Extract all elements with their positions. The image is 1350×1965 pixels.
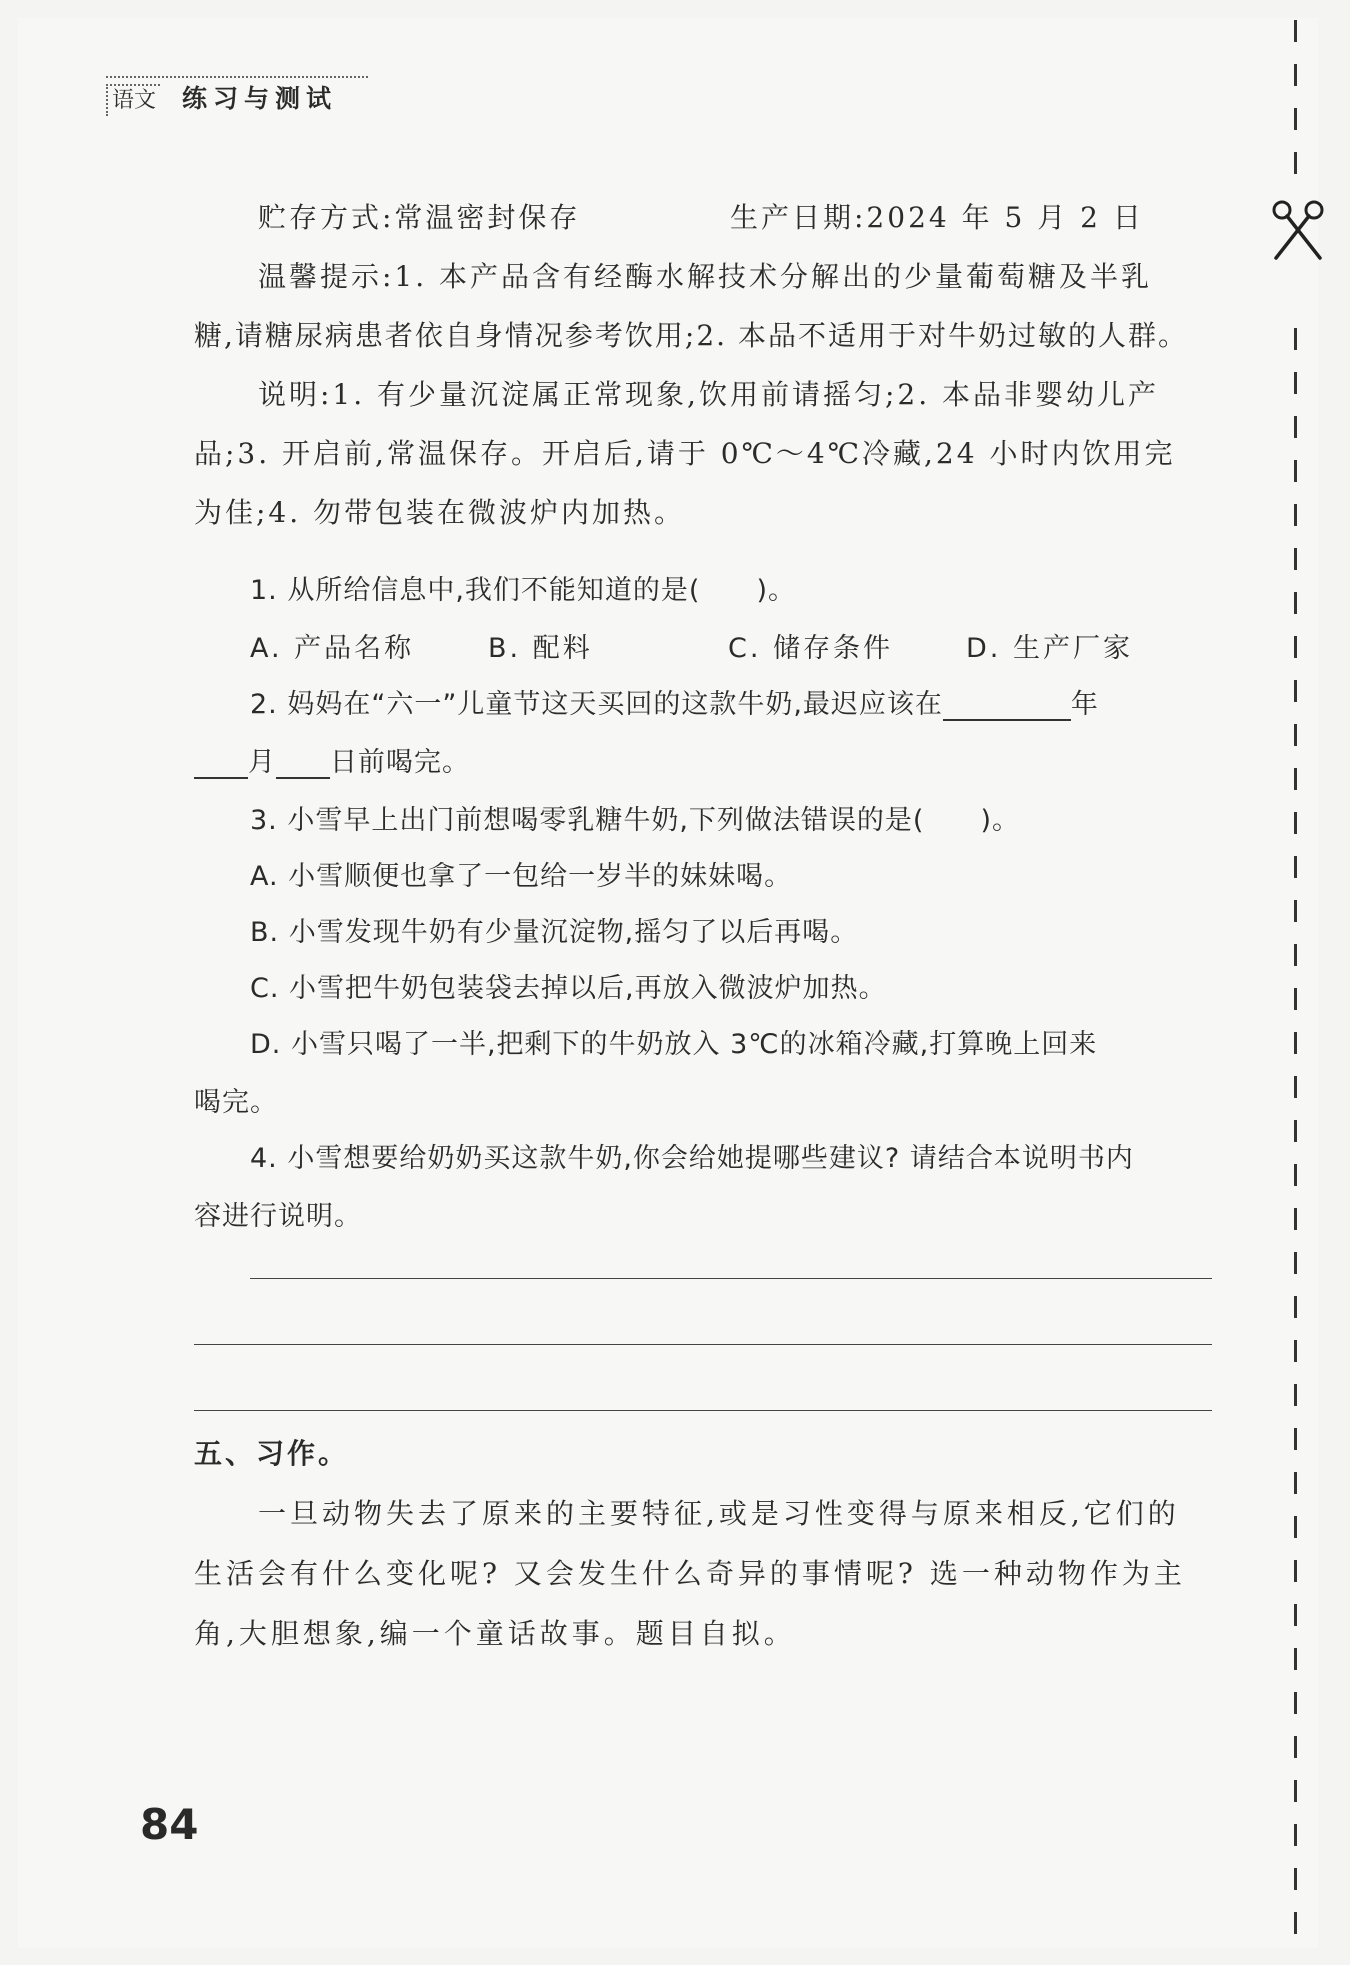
cut-line-dash <box>1294 1824 1297 1846</box>
q3-option-c: C. 小雪把牛奶包装袋去掉以后,再放入微波炉加热。 <box>250 973 887 1004</box>
page-number: 84 <box>140 1800 199 1849</box>
answer-line-1[interactable] <box>250 1278 1212 1279</box>
cut-line-dash <box>1294 592 1297 614</box>
cut-line-dash <box>1294 900 1297 922</box>
storage-text: 贮存方式:常温密封保存 <box>258 201 581 234</box>
section-5-line-1: 一旦动物失去了原来的主要特征,或是习性变得与原来相反,它们的 <box>258 1497 1180 1530</box>
cut-line-dash <box>1294 460 1297 482</box>
cut-line-dash <box>1294 1032 1297 1054</box>
note-line-2: 品;3. 开启前,常温保存。开启后,请于 0℃～4℃冷藏,24 小时内饮用完 <box>194 437 1176 470</box>
cut-line-dash <box>1294 812 1297 834</box>
cut-line-dash <box>1294 768 1297 790</box>
cut-line-dash <box>1294 108 1297 130</box>
cut-line-dash <box>1294 988 1297 1010</box>
q2-month-blank[interactable] <box>194 749 248 779</box>
worksheet-page <box>18 18 1318 1948</box>
cut-line-dash <box>1294 416 1297 438</box>
q3-option-b: B. 小雪发现牛奶有少量沉淀物,摇匀了以后再喝。 <box>250 917 859 948</box>
q2-year-label: 年 <box>1070 689 1099 720</box>
q1-option-c: C. 储存条件 <box>728 633 894 664</box>
section-5-heading: 五、习作。 <box>194 1437 350 1470</box>
cut-line-dash <box>1294 1516 1297 1538</box>
cut-line-dash <box>1294 636 1297 658</box>
cut-line-dash <box>1294 1472 1297 1494</box>
cut-line-dash <box>1294 372 1297 394</box>
cut-line-dash <box>1294 548 1297 570</box>
q1-option-a: A. 产品名称 <box>250 633 415 664</box>
section-5-line-2: 生活会有什么变化呢? 又会发生什么奇异的事情呢? 选一种动物作为主 <box>194 1557 1186 1590</box>
cut-line-dash <box>1294 152 1297 174</box>
page-header <box>106 76 337 116</box>
cut-line-dash <box>1294 504 1297 526</box>
section-5-line-3: 角,大胆想象,编一个童话故事。题目自拟。 <box>194 1617 796 1650</box>
cut-line-dash <box>1294 64 1297 86</box>
scissors-icon <box>1268 198 1328 266</box>
tip-line-1: 温馨提示:1. 本产品含有经酶水解技术分解出的少量葡萄糖及半乳 <box>258 260 1153 293</box>
cut-line-dash <box>1294 1076 1297 1098</box>
note-line-1: 说明:1. 有少量沉淀属正常现象,饮用前请摇匀;2. 本品非婴幼儿产 <box>258 378 1160 411</box>
q4-line2: 容进行说明。 <box>194 1201 362 1232</box>
q2-day-tail: 日前喝完。 <box>330 747 470 778</box>
q2-day-blank[interactable] <box>276 749 330 779</box>
tip-line-2: 糖,请糖尿病患者依自身情况参考饮用;2. 本品不适用于对牛奶过敏的人群。 <box>194 319 1188 352</box>
cut-line-dash <box>1294 1296 1297 1318</box>
q1-option-b: B. 配料 <box>488 633 593 664</box>
q2-stem: 2. 妈妈在“六一”儿童节这天买回的这款牛奶,最迟应该在 <box>250 689 943 720</box>
answer-line-2[interactable] <box>194 1344 1212 1345</box>
cut-line-dash <box>1294 1208 1297 1230</box>
cut-line-dash <box>1294 1164 1297 1186</box>
cut-line-dash <box>1294 944 1297 966</box>
cut-line-dash <box>1294 856 1297 878</box>
q3-option-d-line1: D. 小雪只喝了一半,把剩下的牛奶放入 3℃的冰箱冷藏,打算晚上回来 <box>250 1029 1098 1060</box>
cut-line-dash <box>1294 1868 1297 1890</box>
cut-line-dash <box>1294 20 1297 42</box>
cut-line-dash <box>1294 1120 1297 1142</box>
production-date-text: 生产日期:2024 年 5 月 2 日 <box>730 201 1144 234</box>
note-line-3: 为佳;4. 勿带包装在微波炉内加热。 <box>194 496 686 529</box>
cut-line-dash <box>1294 1384 1297 1406</box>
cut-line-dash <box>1294 1428 1297 1450</box>
cut-line-dash <box>1294 1736 1297 1758</box>
q3-option-d-line2: 喝完。 <box>194 1087 278 1118</box>
cut-line-dash <box>1294 1648 1297 1670</box>
cut-line-dash <box>1294 1604 1297 1626</box>
cut-line-dash <box>1294 1780 1297 1802</box>
book-title: 练习与测试 <box>182 84 338 113</box>
cut-line-dash <box>1294 1560 1297 1582</box>
cut-line-dash <box>1294 1340 1297 1362</box>
q2-year-blank[interactable] <box>943 691 1071 721</box>
cut-line-dash <box>1294 1912 1297 1934</box>
q3-stem: 3. 小雪早上出门前想喝零乳糖牛奶,下列做法错误的是( )。 <box>250 805 1020 836</box>
q3-option-a: A. 小雪顺便也拿了一包给一岁半的妹妹喝。 <box>250 861 793 892</box>
cut-line-dash <box>1294 1252 1297 1274</box>
subject-label: 语文 <box>106 84 160 116</box>
q4-line1: 4. 小雪想要给奶奶买这款牛奶,你会给她提哪些建议? 请结合本说明书内 <box>250 1143 1134 1174</box>
cut-line-dash <box>1294 680 1297 702</box>
cut-line-dash <box>1294 1692 1297 1714</box>
cut-line-dash <box>1294 328 1297 350</box>
answer-line-3[interactable] <box>194 1410 1212 1411</box>
q2-month-label: 月 <box>248 747 276 778</box>
q1-stem: 1. 从所给信息中,我们不能知道的是( )。 <box>250 575 796 606</box>
q1-option-d: D. 生产厂家 <box>966 633 1133 664</box>
cut-line-dash <box>1294 724 1297 746</box>
